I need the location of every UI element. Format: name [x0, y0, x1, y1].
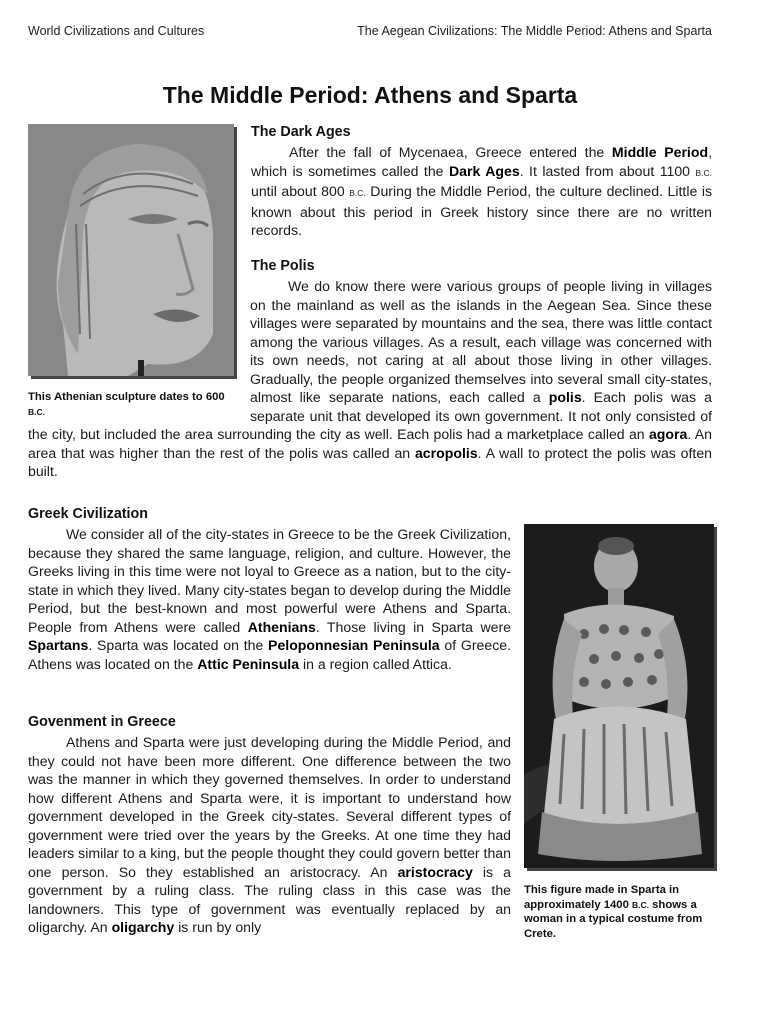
paragraph-dark-ages: After the fall of Mycenaea, Greece entered the Middle Period, which is sometimes called the Dark Ages. It lasted from about 1100 B.C. until about 800 B.C. During the Middle Period, the culture declined. Little is known about this period in Greek history since there are no written records. [251, 144, 712, 238]
spartan-figure-photo [524, 524, 714, 868]
page-title: The Middle Period: Athens and Sparta [162, 82, 578, 108]
paragraph-polis: We do know there were various groups of people living in villages on the mainland as well as the islands in the Aegean Sea. Since these villages were separated by mountains and the sea, there was little contact among the various villages. As a result, each village was concerned with its own needs, not caring at all about those living in other villages. Gradually, the people organized themselves into several small city-states, almost like separate nations, each called a polis. Each polis was a separate unit that developed its own government. It not only consisted of the city, but included the area surrounding the city as well. Each polis had a marketplace called an agora. An area that was higher than the rest of the polis was called an acropolis. A wall to protect the polis was often built. [28, 278, 713, 479]
heading-government: Govenment in Greece [28, 714, 176, 730]
paragraph-government: Athens and Sparta were just developing during the Middle Period, and they could not have been more different. One difference between the two was the manner in which they governed themselves. In order to understand how different Athens and Sparta were, it is important to understand how government developed in the Greek city-states. Several different types of government were tried over the years by the Greeks. At one time they had leaders similar to a king, but the people thought they could govern better than one person. So they established an aristocracy. An aristocracy is a government by a ruling class. The ruling class in this case was the landowners. This type of government was eventually replaced by an oligarchy. An oligarchy is run by only [28, 734, 511, 935]
heading-greek-civilization: Greek Civilization [28, 506, 148, 522]
running-header-right: The Aegean Civilizations: The Middle Period: Athens and Sparta [357, 24, 712, 38]
heading-dark-ages: The Dark Ages [251, 124, 351, 140]
paragraph-greek-civilization: We consider all of the city-states in Greece to be the Greek Civilization, because they shared the same language, religion, and culture. However, the Greeks living in this time were not loyal to Greece as a nation, but to the city-state in which they lived. Many city-states began to develop during the Middle Period, but the best-known and most powerful were Athens and Sparta. People from Athens were called Athenians. Those living in Sparta were Spartans. Sparta was located on the Peloponnesian Peninsula of Greece. Athens was located on the Attic Peninsula in a region called Attica. [28, 526, 512, 672]
heading-polis: The Polis [251, 258, 315, 274]
polis-float-spacer [28, 277, 712, 481]
athenian-sculpture-caption: This Athenian sculpture dates to 600 B.C. [28, 391, 225, 417]
running-header-left: World Civilizations and Cultures [28, 24, 205, 38]
spartan-figure-caption: This figure made in Sparta in approximately 1400 B.C. shows a woman in a typical costume from Crete. [524, 884, 703, 940]
